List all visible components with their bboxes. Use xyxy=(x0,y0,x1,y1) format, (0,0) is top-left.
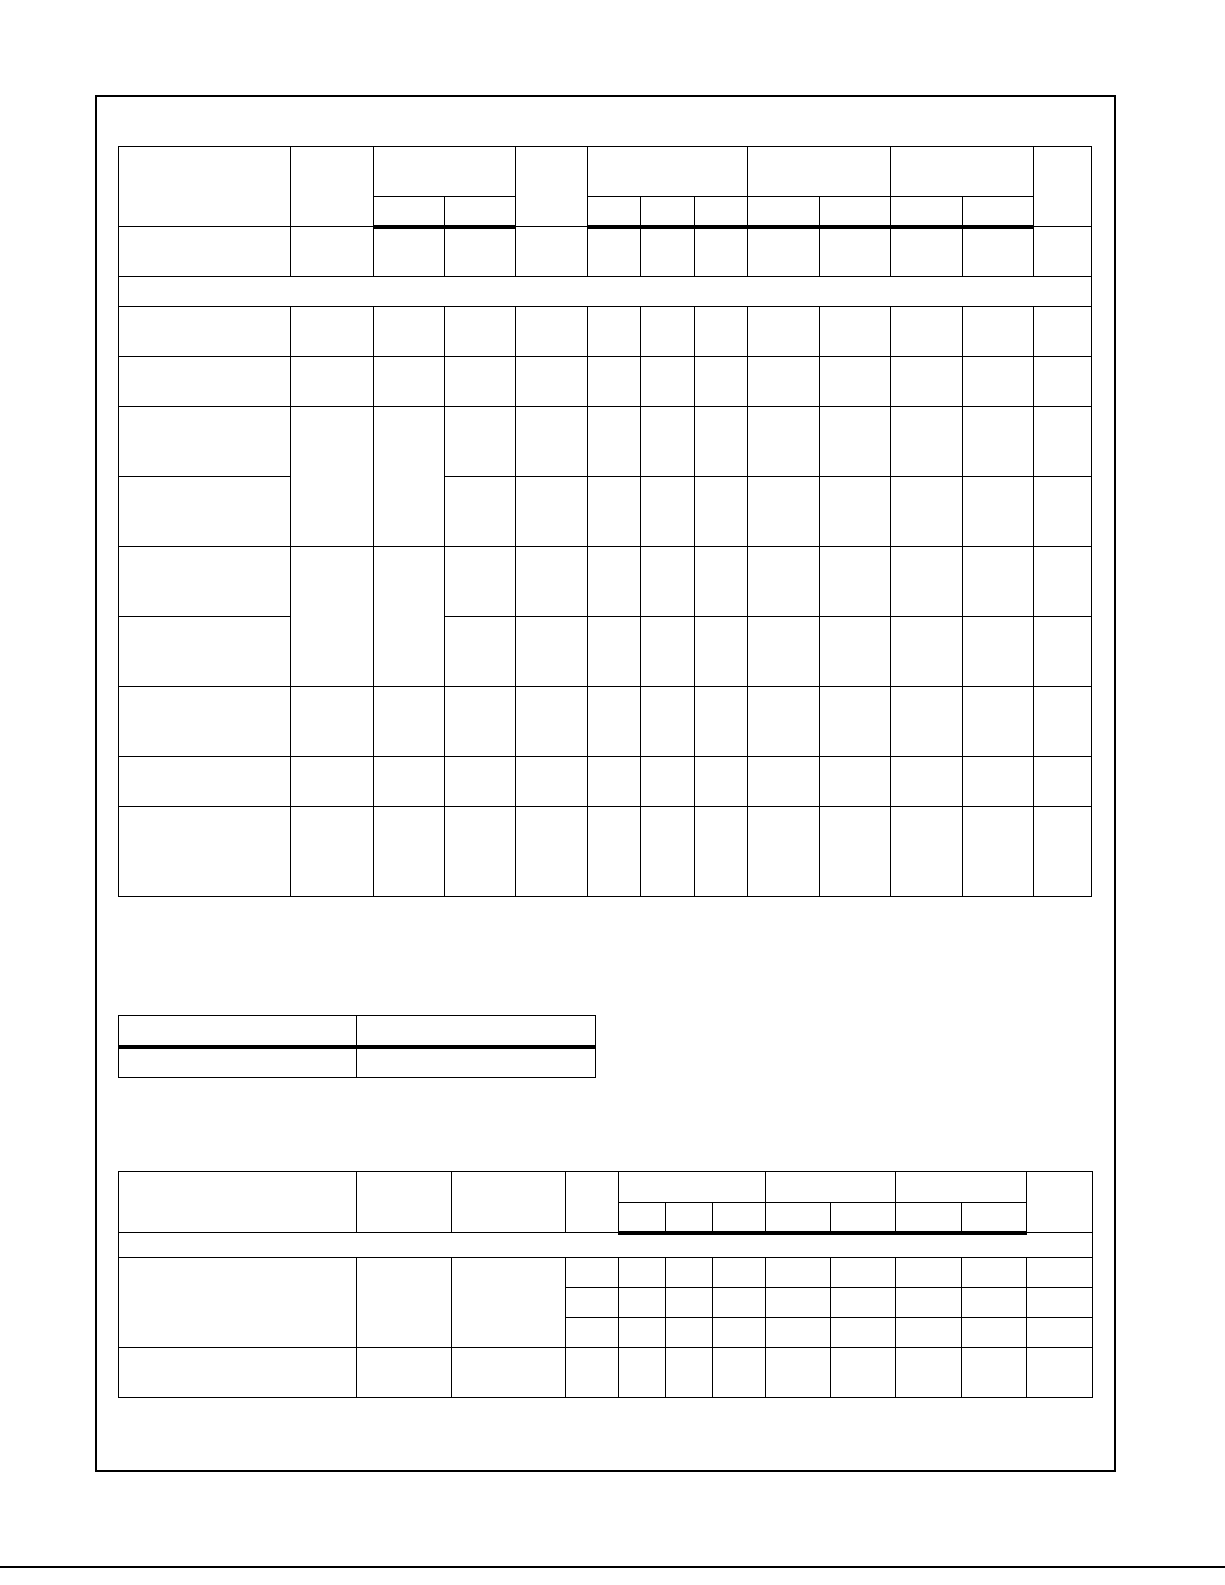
table-cell xyxy=(890,357,962,407)
table-cell xyxy=(694,807,747,897)
table-row xyxy=(119,407,1092,477)
table-cell xyxy=(962,1318,1027,1348)
table-cell xyxy=(516,687,588,757)
table-cell xyxy=(516,357,588,407)
table-cell xyxy=(962,307,1033,357)
subheader-cell xyxy=(641,197,694,227)
table-cell xyxy=(516,547,588,617)
table-cell xyxy=(819,357,890,407)
table-cell xyxy=(819,547,890,617)
table-row xyxy=(119,1348,1093,1398)
subheader-cell xyxy=(766,1203,831,1233)
table-cell xyxy=(291,547,374,687)
subheader-cell xyxy=(896,1203,962,1233)
table-cell xyxy=(831,1258,896,1288)
table-cell xyxy=(516,807,588,897)
table-row xyxy=(119,477,1092,547)
table-cell xyxy=(694,357,747,407)
table-cell xyxy=(619,1258,666,1288)
table-cell xyxy=(890,807,962,897)
table-cell xyxy=(119,357,291,407)
table-cell xyxy=(445,687,516,757)
header-group-cell xyxy=(747,147,890,197)
table-cell xyxy=(1033,547,1091,617)
table-cell xyxy=(890,227,962,277)
header-group-cell xyxy=(890,147,1033,197)
subheader-cell xyxy=(962,197,1033,227)
table-cell xyxy=(516,307,588,357)
table-cell xyxy=(291,407,374,547)
subheader-cell xyxy=(445,197,516,227)
table-cell xyxy=(831,1348,896,1398)
table-cell xyxy=(516,757,588,807)
table-cell xyxy=(119,477,291,547)
table-cell xyxy=(1027,1318,1093,1348)
table-cell xyxy=(747,307,819,357)
table-cell xyxy=(641,307,694,357)
table-cell xyxy=(445,407,516,477)
table-cell xyxy=(819,407,890,477)
table-cell xyxy=(747,407,819,477)
table-cell xyxy=(119,1047,357,1078)
table-cell xyxy=(819,617,890,687)
table-cell xyxy=(374,307,445,357)
table-cell xyxy=(588,357,641,407)
table-cell xyxy=(962,687,1033,757)
table-cell xyxy=(1033,227,1091,277)
section-header-cell xyxy=(119,277,1092,307)
table-cell xyxy=(291,357,374,407)
table-cell xyxy=(516,407,588,477)
table-cell xyxy=(962,1288,1027,1318)
table-cell xyxy=(666,1258,713,1288)
table-cell xyxy=(962,357,1033,407)
table-cell xyxy=(119,1258,357,1348)
table-cell xyxy=(896,1348,962,1398)
table-cell xyxy=(566,1288,619,1318)
table-cell xyxy=(962,617,1033,687)
table-cell xyxy=(641,617,694,687)
footer-rule xyxy=(0,1566,1225,1568)
table-row xyxy=(119,357,1092,407)
table-cell xyxy=(694,227,747,277)
table-cell xyxy=(1033,477,1091,547)
table-cell xyxy=(962,807,1033,897)
table-cell xyxy=(374,547,445,687)
table-cell xyxy=(357,1348,452,1398)
table-cell xyxy=(766,1318,831,1348)
table-row xyxy=(119,1258,1093,1288)
table-cell xyxy=(445,357,516,407)
table-cell xyxy=(619,1348,666,1398)
header-cell xyxy=(566,1172,619,1233)
subheader-cell xyxy=(694,197,747,227)
subheader-cell xyxy=(666,1203,713,1233)
table-cell xyxy=(747,687,819,757)
table-cell xyxy=(890,687,962,757)
table-cell xyxy=(1033,617,1091,687)
table-cell xyxy=(962,227,1033,277)
table-cell xyxy=(641,407,694,477)
header-cell xyxy=(291,147,374,227)
table-cell xyxy=(890,547,962,617)
subheader-cell xyxy=(819,197,890,227)
table-cell xyxy=(619,1288,666,1318)
table-cell xyxy=(819,807,890,897)
table-cell xyxy=(119,757,291,807)
table-cell xyxy=(1027,1348,1093,1398)
table-cell xyxy=(374,687,445,757)
table-cell xyxy=(766,1258,831,1288)
table-cell xyxy=(747,547,819,617)
subheader-cell xyxy=(831,1203,896,1233)
table-row xyxy=(119,1047,596,1078)
section-header-cell xyxy=(119,1233,1093,1258)
header-group-cell xyxy=(896,1172,1027,1203)
section-row xyxy=(119,277,1092,307)
table-cell xyxy=(766,1348,831,1398)
subheader-cell xyxy=(588,197,641,227)
table-cell xyxy=(641,227,694,277)
table-cell xyxy=(641,477,694,547)
header-group-cell xyxy=(766,1172,896,1203)
table-cell xyxy=(374,407,445,547)
table-cell xyxy=(566,1258,619,1288)
table-cell xyxy=(890,617,962,687)
table-cell xyxy=(896,1258,962,1288)
table-cell xyxy=(1033,407,1091,477)
header-cell xyxy=(119,1172,357,1233)
table-cell xyxy=(896,1288,962,1318)
table-cell xyxy=(445,227,516,277)
table-cell xyxy=(962,547,1033,617)
table-cell xyxy=(1033,307,1091,357)
table-cell xyxy=(374,807,445,897)
table-cell xyxy=(747,757,819,807)
table-cell xyxy=(641,687,694,757)
table-cell xyxy=(445,547,516,617)
table-cell xyxy=(747,357,819,407)
table-cell xyxy=(516,227,588,277)
table-cell xyxy=(445,807,516,897)
header-cell xyxy=(1027,1172,1093,1233)
table-cell xyxy=(641,547,694,617)
table-cell xyxy=(747,477,819,547)
table-cell xyxy=(694,477,747,547)
table-cell xyxy=(1033,807,1091,897)
table-cell xyxy=(1033,687,1091,757)
header-group-cell xyxy=(588,147,747,197)
table-cell xyxy=(588,757,641,807)
table-cell xyxy=(890,757,962,807)
table-cell xyxy=(831,1288,896,1318)
table-cell xyxy=(516,617,588,687)
table-cell xyxy=(694,307,747,357)
table-cell xyxy=(357,1258,452,1348)
table-cell xyxy=(713,1318,766,1348)
table-cell xyxy=(962,477,1033,547)
table-cell xyxy=(119,617,291,687)
table-cell xyxy=(445,757,516,807)
table-cell xyxy=(694,547,747,617)
table-cell xyxy=(291,757,374,807)
table-cell xyxy=(291,227,374,277)
table-cell xyxy=(374,357,445,407)
table-cell xyxy=(1033,757,1091,807)
table-cell xyxy=(713,1348,766,1398)
table-cell xyxy=(819,687,890,757)
specifications-table xyxy=(118,146,1092,897)
table-cell xyxy=(819,757,890,807)
header-cell xyxy=(357,1172,452,1233)
subheader-cell xyxy=(374,197,445,227)
table-cell xyxy=(713,1288,766,1318)
table-cell xyxy=(694,757,747,807)
table-cell xyxy=(1033,357,1091,407)
table-cell xyxy=(766,1288,831,1318)
table-row xyxy=(119,227,1092,277)
table-cell xyxy=(588,477,641,547)
table-cell xyxy=(445,307,516,357)
table-cell xyxy=(962,407,1033,477)
table-cell xyxy=(291,807,374,897)
table-cell xyxy=(588,307,641,357)
header-cell xyxy=(357,1016,596,1047)
table-row xyxy=(119,687,1092,757)
subheader-cell xyxy=(619,1203,666,1233)
table-cell xyxy=(890,307,962,357)
table-cell xyxy=(831,1318,896,1348)
table-cell xyxy=(747,227,819,277)
table-row xyxy=(119,807,1092,897)
table-cell xyxy=(357,1047,596,1078)
table-cell xyxy=(962,757,1033,807)
table-cell xyxy=(747,617,819,687)
table-row xyxy=(119,617,1092,687)
detail-table xyxy=(118,1171,1093,1398)
header-group-cell xyxy=(374,147,516,197)
table-cell xyxy=(641,807,694,897)
subheader-cell xyxy=(962,1203,1027,1233)
table-cell xyxy=(119,407,291,477)
table-cell xyxy=(588,407,641,477)
table-cell xyxy=(694,617,747,687)
table-cell xyxy=(374,757,445,807)
header-group-cell xyxy=(619,1172,766,1203)
table-cell xyxy=(666,1288,713,1318)
table-cell xyxy=(374,227,445,277)
table-cell xyxy=(119,807,291,897)
table-cell xyxy=(445,477,516,547)
table-cell xyxy=(452,1348,566,1398)
header-cell xyxy=(516,147,588,227)
table-cell xyxy=(694,407,747,477)
table-cell xyxy=(694,687,747,757)
table-cell xyxy=(452,1258,566,1348)
table-cell xyxy=(619,1318,666,1348)
subheader-cell xyxy=(747,197,819,227)
table-cell xyxy=(291,307,374,357)
table-cell xyxy=(588,227,641,277)
subheader-cell xyxy=(713,1203,766,1233)
table-row xyxy=(119,307,1092,357)
summary-table xyxy=(118,1015,596,1078)
table-cell xyxy=(962,1348,1027,1398)
table-row xyxy=(119,547,1092,617)
table-cell xyxy=(890,407,962,477)
table-cell xyxy=(119,227,291,277)
table-row xyxy=(119,757,1092,807)
table-cell xyxy=(962,1258,1027,1288)
table-cell xyxy=(119,547,291,617)
table-cell xyxy=(445,617,516,687)
table-cell xyxy=(1027,1288,1093,1318)
table-cell xyxy=(713,1258,766,1288)
table-cell xyxy=(566,1318,619,1348)
header-cell xyxy=(452,1172,566,1233)
table-cell xyxy=(588,547,641,617)
table-cell xyxy=(516,477,588,547)
table-cell xyxy=(291,687,374,757)
table-cell xyxy=(819,227,890,277)
header-cell xyxy=(119,1016,357,1047)
table-cell xyxy=(896,1318,962,1348)
subheader-cell xyxy=(890,197,962,227)
table-cell xyxy=(641,757,694,807)
table-cell xyxy=(666,1348,713,1398)
table-cell xyxy=(588,617,641,687)
table-cell xyxy=(119,1348,357,1398)
table-cell xyxy=(566,1348,619,1398)
table-cell xyxy=(119,307,291,357)
table-cell xyxy=(666,1318,713,1348)
header-cell xyxy=(1033,147,1091,227)
table-cell xyxy=(641,357,694,407)
table-cell xyxy=(588,687,641,757)
table-cell xyxy=(819,307,890,357)
table-cell xyxy=(588,807,641,897)
table-cell xyxy=(747,807,819,897)
section-row xyxy=(119,1233,1093,1258)
table-cell xyxy=(890,477,962,547)
table-cell xyxy=(819,477,890,547)
table-cell xyxy=(119,687,291,757)
header-cell xyxy=(119,147,291,227)
table-cell xyxy=(1027,1258,1093,1288)
